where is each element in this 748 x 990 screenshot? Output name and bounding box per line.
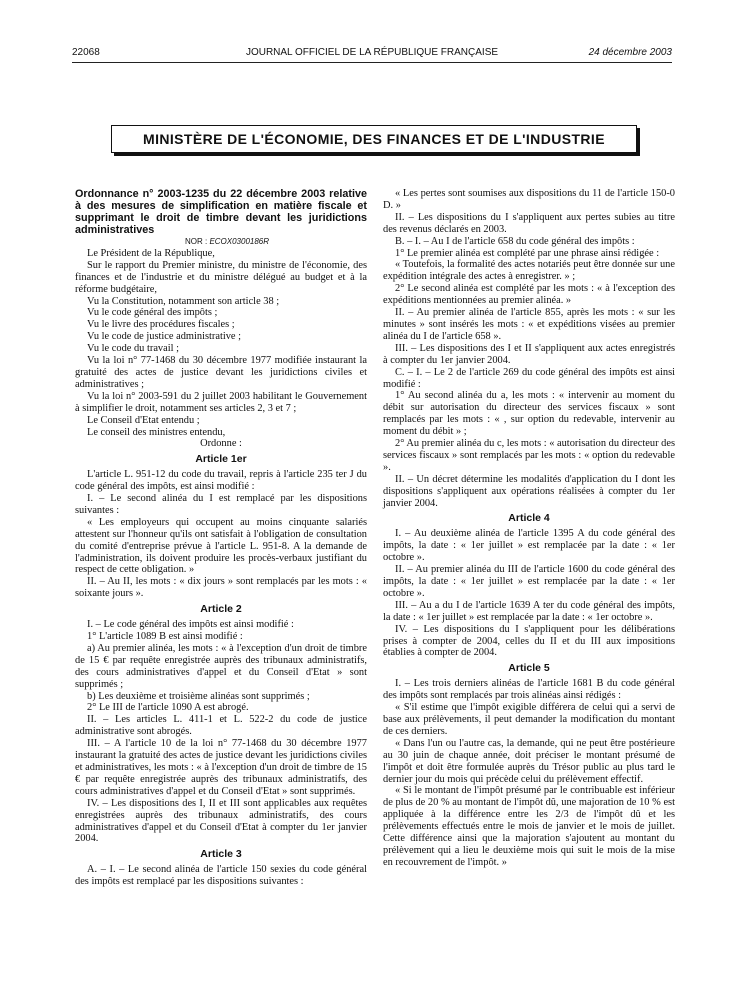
paragraph: II. – Au II, les mots : « dix jours » sont remplacés par les mots : « soixante jours ». bbox=[75, 576, 367, 600]
paragraph: A. – I. – Le second alinéa de l'article 150 sexies du code général des impôts est remplacé par les dispositions suivantes : bbox=[75, 864, 367, 888]
paragraph: Vu la Constitution, notamment son article 38 ; bbox=[87, 295, 280, 307]
paragraph: III. – Au a du I de l'article 1639 A ter du code général des impôts, la date : « 1er juillet » est remplacée par la date : « 1er octobre ». bbox=[383, 599, 675, 623]
article-heading: Article 3 bbox=[200, 848, 242, 861]
paragraph: a) Au premier alinéa, les mots : « à l'exception d'un droit de timbre de 15 € par requête enregistrée auprès des tribunaux administratifs, des cours administratives d'appel et du Conseil d'Etat » sont supprimés ; bbox=[75, 642, 367, 690]
paragraph: Vu le code de justice administrative ; bbox=[87, 331, 242, 343]
paragraph: III. – A l'article 10 de la loi n° 77-1468 du 30 décembre 1977 instaurant la gratuité des actes de justice devant les juridictions civiles et administratives, les mots : « à l'exception d'un droit de timbre de 15 € par requête enregistrée auprès des tribunaux administratifs, des cours administratives d'appel et du Conseil d'Etat » sont supprimés. bbox=[75, 738, 367, 797]
paragraph: « Dans l'un ou l'autre cas, la demande, qui ne peut être postérieure au 30 juin de chaque année, doit préciser le montant présumé de l'impôt et doit être formulée auprès du Trésor public au plus tard le dernier jour du mois qui précède celui du prélèvement effectif. bbox=[383, 737, 675, 785]
page-header bbox=[72, 47, 672, 61]
nor-label: NOR : bbox=[184, 237, 208, 246]
ordinance-title: Ordonnance n° 2003-1235 du 22 décembre 2003 relative à des mesures de simplification en matière fiscale et supprimant le droit de timbre devant les juridictions administratives bbox=[75, 188, 367, 236]
paragraph: Le Président de la République, bbox=[87, 247, 215, 259]
article-heading: Article 4 bbox=[508, 512, 550, 525]
paragraph: 2° Au premier alinéa du c, les mots : « autorisation du directeur des services fiscaux » sont remplacés par les mots : « option du redevable ». bbox=[383, 438, 676, 473]
article-heading: Article 2 bbox=[200, 603, 242, 616]
paragraph: 1° Au second alinéa du a, les mots : « intervenir au moment du débit sur autorisation du directeur des services fiscaux » sont remplacés par les mots : « , sur option du redevable, intervenir au moment du débit » ; bbox=[383, 390, 675, 438]
paragraph: « Toutefois, la formalité des actes notariés peut être donnée sur une expédition intégrale des actes à enregistrer. » ; bbox=[383, 259, 675, 283]
paragraph: IV. – Les dispositions du I s'appliquent pour les délibérations prises à compter de 2004, celles du II et du III aux impositions établies à compter de 2004. bbox=[383, 623, 675, 659]
ministry-banner bbox=[111, 125, 637, 153]
paragraph: Vu la loi n° 77-1468 du 30 décembre 1977 modifiée instaurant la gratuité des actes de justice devant les juridictions civiles et administratives ; bbox=[75, 355, 367, 390]
paragraph: I. – Le code général des impôts est ainsi modifié : bbox=[87, 619, 294, 631]
paragraph: Sur le rapport du Premier ministre, du ministre de l'économie, des finances et de l'industrie et du ministre délégué au budget et à la réforme budgétaire, bbox=[75, 259, 367, 295]
paragraph: IV. – Les dispositions des I, II et III sont applicables aux requêtes enregistrées auprès des tribunaux administratifs, des cours administratives d'appel et du Conseil d'Etat à compter du 1er janvier 2004. bbox=[75, 797, 367, 845]
paragraph: « S'il estime que l'impôt exigible différera de celui qui a servi de base aux prélèvements, il peut demander la modification du montant de ces derniers. bbox=[383, 702, 675, 737]
right-column bbox=[383, 188, 675, 869]
paragraph: Vu le code du travail ; bbox=[87, 343, 179, 355]
paragraph: « Les employeurs qui occupent au moins cinquante salariés attestent sur l'honneur qu'ils ont satisfait à l'obligation de consultation du comité d'entreprise prévue à l'article L. 951-8. A la demande de l'administration, ils doivent produire les procès-verbaux justifiant du respect de cette obligation. » bbox=[75, 516, 367, 576]
paragraph: 1° Le premier alinéa est complété par une phrase ainsi rédigée : bbox=[395, 247, 660, 259]
left-column bbox=[75, 188, 367, 888]
ordonne-line: Ordonne : bbox=[200, 438, 242, 450]
paragraph: III. – Les dispositions des I et II s'appliquent aux actes enregistrés à compter du 1er janvier 2004. bbox=[383, 342, 675, 366]
header-rule bbox=[72, 62, 672, 63]
paragraph: 2° Le second alinéa est complété par les mots : « à l'exception des expéditions mentionnées au premier alinéa. » bbox=[383, 283, 675, 307]
publication-date: 24 décembre 2003 bbox=[588, 47, 672, 58]
paragraph: « Les pertes sont soumises aux dispositions du 11 de l'article 150-0 D. » bbox=[383, 188, 675, 211]
paragraph: I. – Les trois derniers alinéas de l'article 1681 B du code général des impôts sont remplacés par trois alinéas ainsi rédigés : bbox=[383, 678, 675, 702]
paragraph: II. – Les articles L. 411-1 et L. 522-2 du code de justice administrative sont abrogés. bbox=[75, 714, 367, 738]
paragraph: Le Conseil d'Etat entendu ; bbox=[87, 414, 200, 426]
nor-value: ECOX0300186R bbox=[209, 237, 270, 246]
ministry-title: MINISTÈRE DE L'ÉCONOMIE, DES FINANCES ET DE L'INDUSTRIE bbox=[143, 131, 605, 147]
paragraph: Vu la loi n° 2003-591 du 2 juillet 2003 habilitant le Gouvernement à simplifier le droit, notamment ses articles 2, 3 et 7 ; bbox=[75, 390, 367, 414]
paragraph: C. – I. – Le 2 de l'article 269 du code général des impôts est ainsi modifié : bbox=[383, 366, 675, 390]
paragraph: L'article L. 951-12 du code du travail, repris à l'article 235 ter J du code général des impôts, est ainsi modifié : bbox=[75, 469, 367, 493]
journal-title: JOURNAL OFFICIEL DE LA RÉPUBLIQUE FRANÇAISE bbox=[245, 47, 499, 58]
paragraph: Vu le livre des procédures fiscales ; bbox=[87, 319, 235, 331]
page-number: 22068 bbox=[72, 47, 100, 58]
paragraph: II. – Un décret détermine les modalités d'application du I dont les dispositions s'appliquent aux opérations réalisées à compter du 1er janvier 2004. bbox=[383, 473, 675, 509]
paragraph: II. – Au premier alinéa du III de l'article 1600 du code général des impôts, la date : « 1er juillet » est remplacée par la date : « 1er octobre ». bbox=[383, 564, 675, 599]
paragraph: Vu le code général des impôts ; bbox=[87, 307, 218, 319]
paragraph: II. – Au premier alinéa de l'article 855, après les mots : « sur les minutes » sont insérés les mots : « et expéditions visées au premier alinéa du I de l'article 658 ». bbox=[383, 307, 675, 342]
paragraph: B. – I. – Au I de l'article 658 du code général des impôts : bbox=[395, 235, 635, 247]
article-heading: Article 1er bbox=[195, 453, 247, 466]
paragraph: b) Les deuxième et troisième alinéas sont supprimés ; bbox=[87, 690, 310, 702]
paragraph: I. – Au deuxième alinéa de l'article 1395 A du code général des impôts, la date : « 1er juillet » est remplacée par la date : « 1er octobre ». bbox=[383, 528, 675, 564]
paragraph: II. – Les dispositions du I s'appliquent aux pertes subies au titre des revenus déclarés en 2003. bbox=[383, 211, 675, 235]
paragraph: « Si le montant de l'impôt présumé par le contribuable est inférieur de plus de 20 % au montant de l'impôt dû, une majoration de 10 % est appliquée à la différence entre les 2/3 de l'impôt dû et les prélèvements effectués entre le mois de janvier et le mois de juillet. Cette différence ainsi que la majoration s'ajoutent au montant du prélèvement qui a lieu le deuxième mois qui suit le mois de la mise en recouvrement de l'impôt. » bbox=[383, 785, 675, 868]
article-heading: Article 5 bbox=[508, 662, 550, 675]
paragraph: I. – Le second alinéa du I est remplacé par les dispositions suivantes : bbox=[75, 493, 367, 516]
nor-reference bbox=[75, 236, 367, 248]
paragraph: 1° L'article 1089 B est ainsi modifié : bbox=[87, 631, 243, 642]
paragraph: 2° Le III de l'article 1090 A est abrogé. bbox=[87, 702, 249, 714]
paragraph: Le conseil des ministres entendu, bbox=[87, 426, 226, 438]
